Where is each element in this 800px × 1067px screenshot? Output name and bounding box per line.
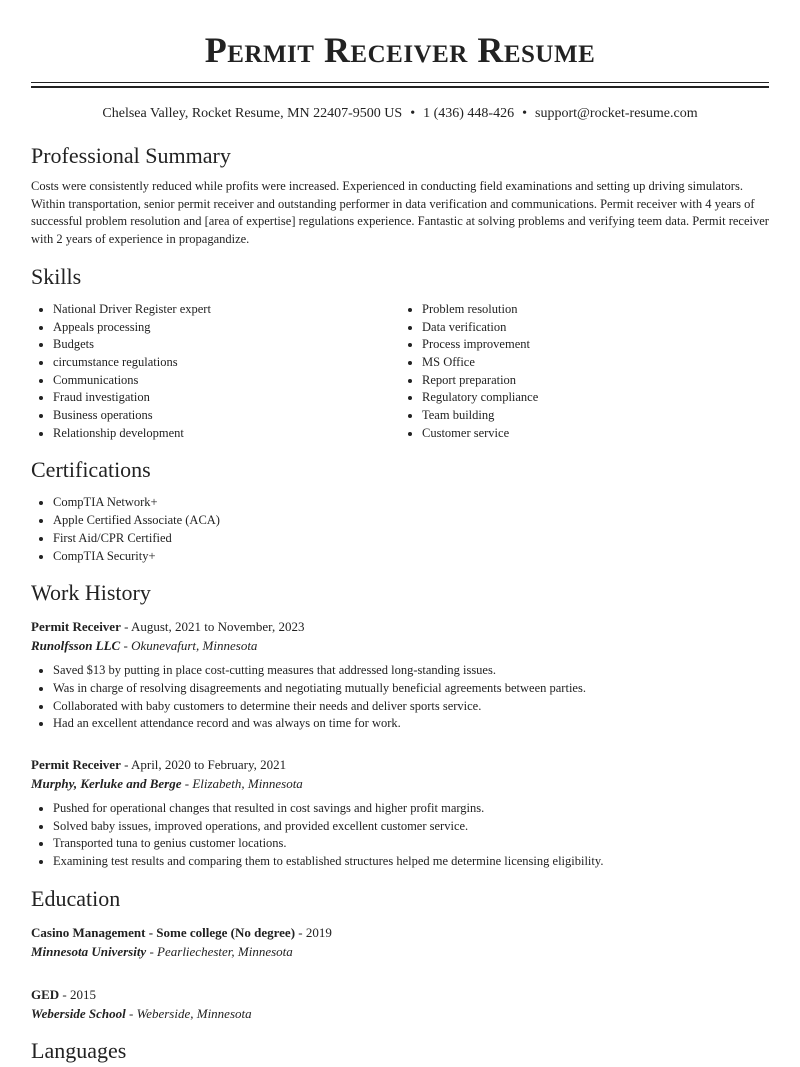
skill-item: • Problem resolution — [422, 301, 769, 319]
job-header — [31, 755, 769, 774]
skill-item: • Process improvement — [422, 336, 769, 354]
work-history-heading: Work History — [31, 580, 151, 606]
contact-email: support@rocket-resume.com — [535, 106, 698, 121]
skill-item: • Report preparation — [422, 372, 769, 390]
job-employer — [31, 774, 769, 793]
skill-item: • Customer service — [422, 425, 769, 443]
resume-title: Permit Receiver Resume — [204, 30, 596, 70]
job-bullet: • Solved baby issues, improved operations, and provided excellent customer service. — [53, 818, 769, 836]
education-year: - 2015 — [62, 986, 97, 1002]
spacer — [31, 733, 769, 747]
header-divider-thick — [31, 86, 769, 88]
certification-item: • Apple Certified Associate (ACA) — [53, 512, 769, 530]
certifications-list — [31, 494, 769, 565]
certification-item: • CompTIA Network+ — [53, 494, 769, 512]
job-company: Murphy, Kerluke and Berge — [31, 776, 182, 792]
summary-text: Costs were consistently reduced while profits were increased. Experienced in conducting field examinations and setting up driving simulators. Within transportation, senior permit receiver and outstanding performer in data verification and communications. Permit receiver with 4 years of successful problem resolution and [area of expertise] regulations experience. Fantastic at solving problems and verifying teem data. Permit receiver with 2 years of experience in propagandize. — [31, 179, 769, 247]
job-bullet: • Pushed for operational changes that resulted in cost savings and higher profit margins. — [53, 800, 769, 818]
work-history-section — [31, 577, 769, 871]
skill-item: • National Driver Register expert — [53, 301, 400, 319]
contact-line — [0, 105, 800, 123]
job-entry — [31, 755, 769, 871]
education-school: Minnesota University — [31, 943, 147, 959]
skill-item: • Data verification — [422, 319, 769, 337]
education-location: - Weberside, Minnesota — [128, 1005, 252, 1021]
contact-phone: 1 (436) 448-426 — [423, 106, 515, 121]
education-school-line — [31, 942, 769, 961]
skill-item: • MS Office — [422, 354, 769, 372]
education-entry — [31, 985, 769, 1023]
education-degree: Casino Management - Some college (No degree) — [31, 924, 296, 940]
education-header — [31, 923, 769, 942]
job-entry — [31, 617, 769, 733]
contact-separator: • — [410, 106, 416, 121]
job-dates: - August, 2021 to November, 2023 — [124, 619, 305, 635]
education-entry — [31, 923, 769, 961]
skills-section — [31, 261, 769, 443]
job-location: - Elizabeth, Minnesota — [184, 776, 303, 792]
job-title: Permit Receiver — [31, 619, 121, 635]
summary-heading: Professional Summary — [31, 143, 231, 168]
job-bullet: • Was in charge of resolving disagreements and negotiating mutually beneficial agreements between parties. — [53, 680, 769, 698]
certifications-heading: Certifications — [31, 457, 151, 483]
header-divider-thin — [31, 82, 769, 83]
certification-item: • First Aid/CPR Certified — [53, 530, 769, 548]
job-company: Runolfsson LLC — [31, 638, 121, 654]
education-header — [31, 985, 769, 1004]
skill-item: • Regulatory compliance — [422, 389, 769, 407]
job-bullet: • Saved $13 by putting in place cost-cutting measures that addressed long-standing issues. — [53, 662, 769, 680]
skill-item: • Business operations — [53, 407, 400, 425]
job-employer — [31, 636, 769, 655]
education-school: Weberside School — [31, 1005, 126, 1021]
education-degree: GED — [31, 986, 60, 1002]
skills-right-list — [400, 301, 769, 443]
skills-left-list — [31, 301, 400, 443]
job-title: Permit Receiver — [31, 757, 121, 773]
job-dates: - April, 2020 to February, 2021 — [124, 757, 287, 773]
skills-heading: Skills — [31, 263, 82, 289]
skill-item: • Appeals processing — [53, 319, 400, 337]
languages-heading: Languages — [31, 1037, 127, 1063]
contact-separator: • — [522, 106, 528, 121]
resume-body — [31, 140, 769, 1067]
job-bullet: • Collaborated with baby customers to determine their needs and deliver sports service. — [53, 698, 769, 716]
certifications-section — [31, 454, 769, 565]
spacer — [31, 961, 769, 977]
job-bullet: • Examining test results and comparing them to established structures helped me determine licensing eligibility. — [53, 853, 769, 871]
skills-columns — [31, 301, 769, 443]
job-location: - Okunevafurt, Minnesota — [123, 638, 258, 654]
languages-section — [31, 1035, 769, 1067]
job-bullet: • Transported tuna to genius customer locations. — [53, 835, 769, 853]
job-bullet: • Had an excellent attendance record and was always on time for work. — [53, 715, 769, 733]
skill-item: • Team building — [422, 407, 769, 425]
skill-item: • circumstance regulations — [53, 354, 400, 372]
education-section — [31, 883, 769, 1023]
job-header — [31, 617, 769, 636]
certification-item: • CompTIA Security+ — [53, 548, 769, 566]
education-location: - Pearliechester, Minnesota — [149, 943, 293, 959]
skill-item: • Budgets — [53, 336, 400, 354]
skill-item: • Communications — [53, 372, 400, 390]
education-school-line — [31, 1004, 769, 1023]
education-heading: Education — [31, 885, 121, 911]
summary-section — [31, 140, 769, 249]
job-bullets — [31, 662, 769, 733]
skill-item: • Relationship development — [53, 425, 400, 443]
job-bullets — [31, 800, 769, 871]
skill-item: • Fraud investigation — [53, 389, 400, 407]
contact-address: Chelsea Valley, Rocket Resume, MN 22407-9500 US — [102, 106, 403, 121]
education-year: - 2019 — [298, 924, 332, 940]
